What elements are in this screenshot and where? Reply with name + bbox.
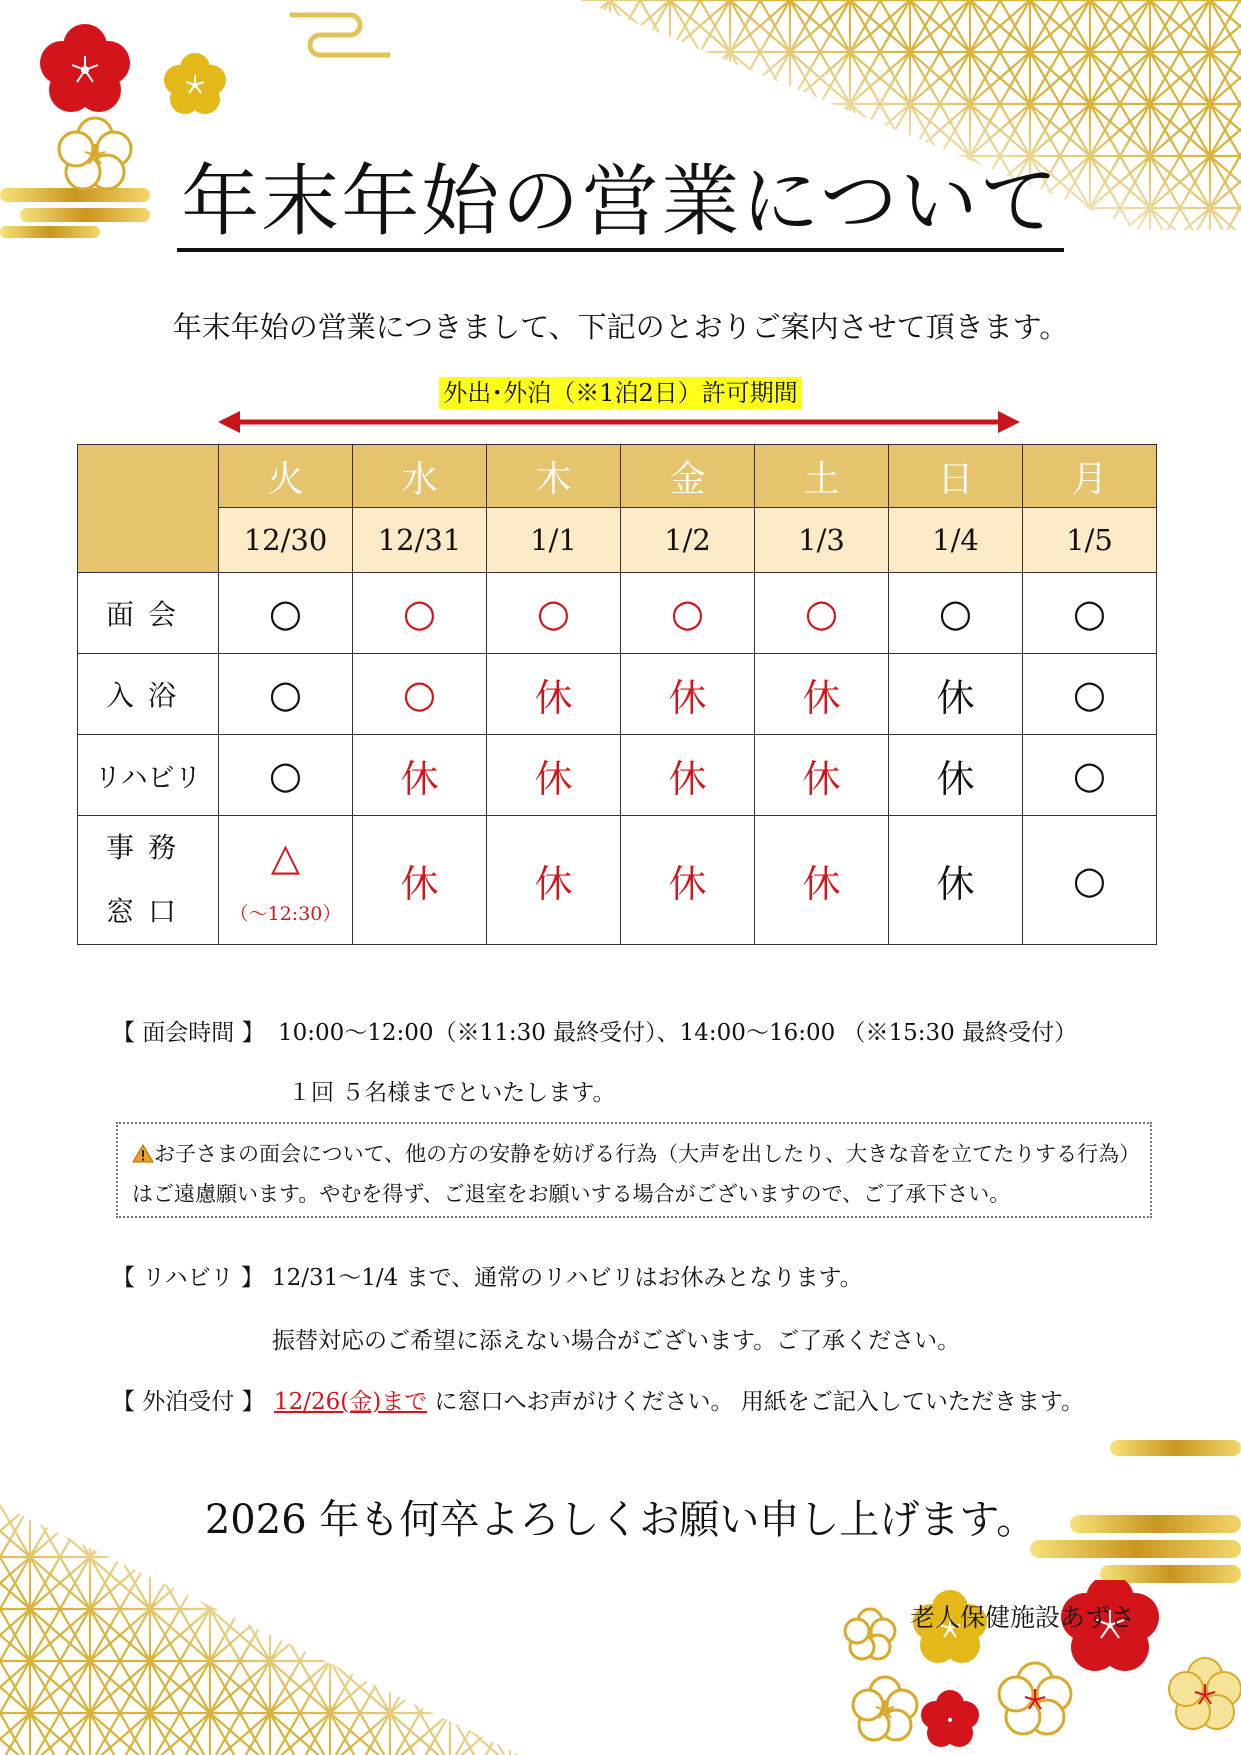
status-cell: ○ — [1023, 654, 1157, 735]
rehab-text: 12/31～1/4 まで、通常のリハビリはお休みとなります。 — [272, 1265, 863, 1291]
row-label-line1: 事務 — [105, 831, 190, 864]
visiting-label: 【 面会時間 】 — [112, 1020, 265, 1046]
row-label — [78, 816, 219, 945]
date-header: 1/4 — [889, 508, 1023, 573]
day-header: 日 — [889, 445, 1023, 508]
table-corner — [78, 445, 219, 573]
schedule-table — [77, 444, 1157, 945]
caution-box — [116, 1122, 1152, 1218]
status-cell: 休 — [755, 816, 889, 945]
status-cell: ○ — [889, 573, 1023, 654]
status-cell: 休 — [755, 735, 889, 816]
overnight-deadline: 12/26(金)まで — [274, 1389, 428, 1415]
day-header: 水 — [353, 445, 487, 508]
status-cell: 休 — [353, 735, 487, 816]
status-cell: 休 — [353, 816, 487, 945]
status-cell: 休 — [487, 735, 621, 816]
rehab-label: 【 リハビリ 】 — [112, 1265, 264, 1291]
status-cell: ○ — [621, 573, 755, 654]
row-label: 入浴 — [78, 654, 219, 735]
day-of-week-row — [78, 445, 1157, 508]
warning-icon — [132, 1144, 154, 1163]
overnight-line — [274, 1383, 1084, 1416]
table-row-rehab — [78, 735, 1157, 816]
office-hours-note: （～12:30） — [229, 902, 342, 925]
gold-cloud-top-center — [280, 5, 420, 65]
status-cell: 休 — [889, 816, 1023, 945]
day-header: 火 — [219, 445, 353, 508]
status-cell: 休 — [487, 654, 621, 735]
status-cell: 休 — [889, 654, 1023, 735]
date-header: 12/31 — [353, 508, 487, 573]
caution-text: お子さまの面会について、他の方の安静を妨げる行為（大声を出したり、大きな音を立てたりする行為）はご遠慮願います。やむを得ず、ご退室をお願いする場合がございますので、ご了承下さい。 — [132, 1142, 1130, 1206]
status-cell: 休 — [755, 654, 889, 735]
status-mark: △ — [270, 834, 301, 879]
page-title: 年末年始の営業について — [177, 160, 1063, 252]
intro-text: 年末年始の営業につきまして、下記のとおりご案内させて頂きます。 — [172, 310, 1069, 344]
day-header: 月 — [1023, 445, 1157, 508]
date-header: 1/5 — [1023, 508, 1157, 573]
row-label: リハビリ — [78, 735, 219, 816]
period-label — [0, 373, 1241, 408]
status-cell: ○ — [219, 654, 353, 735]
date-header: 1/2 — [621, 508, 755, 573]
status-cell: 休 — [889, 735, 1023, 816]
row-label-line2: 窓口 — [105, 895, 190, 928]
status-cell: ○ — [353, 573, 487, 654]
date-header: 1/1 — [487, 508, 621, 573]
status-cell: ○ — [1023, 816, 1157, 945]
overnight-label: 【 外泊受付 】 — [112, 1389, 265, 1415]
table-row-bathing — [78, 654, 1157, 735]
facility-name: 老人保健施設あずさ — [910, 1603, 1136, 1632]
status-cell: ○ — [219, 735, 353, 816]
status-cell: ○ — [353, 654, 487, 735]
rehab-text-2: 振替対応のご希望に添えない場合がございます。ご了承ください。 — [272, 1328, 961, 1354]
table-row-visiting — [78, 573, 1157, 654]
status-cell — [219, 816, 353, 945]
status-cell: 休 — [621, 816, 755, 945]
status-cell: ○ — [487, 573, 621, 654]
status-cell: 休 — [621, 735, 755, 816]
day-header: 金 — [621, 445, 755, 508]
day-header: 土 — [755, 445, 889, 508]
period-label-text: 外出･外泊（※1泊2日）許可期間 — [439, 377, 802, 409]
status-cell: ○ — [1023, 735, 1157, 816]
closing-message: 2026 年も何卒よろしくお願い申し上げます。 — [204, 1497, 1037, 1543]
visiting-hours: 10:00～12:00（※11:30 最終受付）、14:00～16:00 （※15:30 最終受付） — [278, 1020, 1078, 1046]
visiting-limit: １回 ５名様までといたします。 — [288, 1080, 616, 1106]
date-header: 12/30 — [219, 508, 353, 573]
table-row-office — [78, 816, 1157, 945]
date-row — [78, 508, 1157, 573]
status-cell: ○ — [1023, 573, 1157, 654]
date-header: 1/3 — [755, 508, 889, 573]
period-arrow-icon — [218, 410, 1020, 434]
status-cell: ○ — [219, 573, 353, 654]
day-header: 木 — [487, 445, 621, 508]
status-cell: 休 — [487, 816, 621, 945]
row-label: 面会 — [78, 573, 219, 654]
overnight-text: に窓口へお声がけください。 用紙をご記入していただきます。 — [427, 1389, 1085, 1415]
status-cell: ○ — [755, 573, 889, 654]
status-cell: 休 — [621, 654, 755, 735]
